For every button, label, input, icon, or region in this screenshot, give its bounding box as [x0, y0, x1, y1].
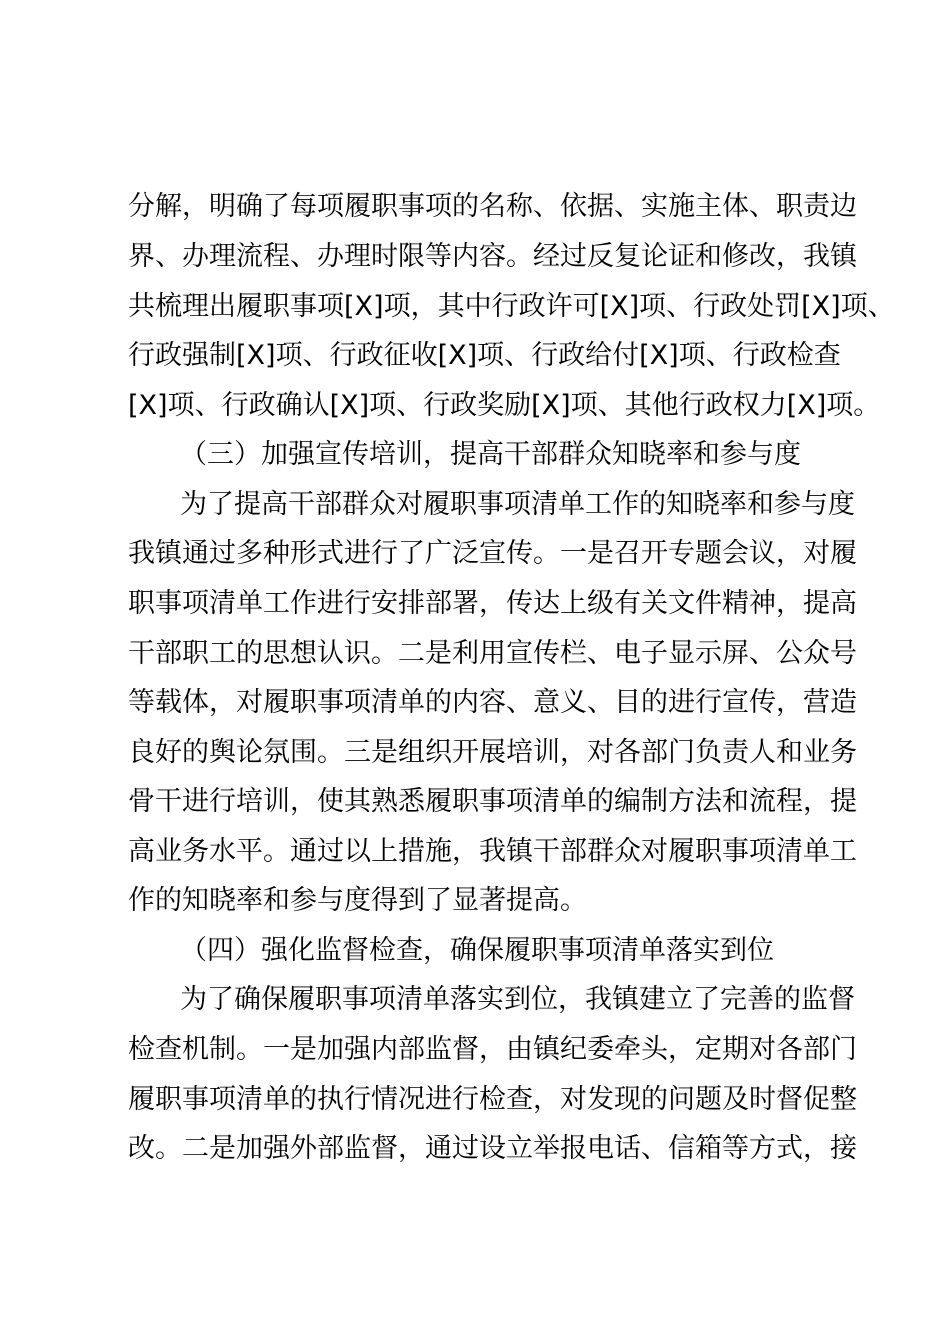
text-line: 共梳理出履职事项[X]项，其中行政许可[X]项、行政处罚[X]项、	[128, 291, 895, 322]
text-line: 为了提高干部群众对履职事项清单工作的知晓率和参与度	[180, 489, 855, 520]
section-heading: （四）强化监督检查，确保履职事项清单落实到位	[180, 935, 774, 966]
text-line: 骨干进行培训，使其熟悉履职事项清单的编制方法和流程，提	[128, 786, 857, 817]
text-line: 高业务水平。通过以上措施，我镇干部群众对履职事项清单工	[128, 836, 857, 867]
text-line: 干部职工的思想认识。二是利用宣传栏、电子显示屏、公众号	[128, 638, 857, 669]
text-line: 为了确保履职事项清单落实到位，我镇建立了完善的监督	[180, 984, 855, 1015]
text-line: [X]项、行政确认[X]项、行政奖励[X]项、其他行政权力[X]项。	[128, 390, 881, 421]
text-line: 履职事项清单的执行情况进行检查，对发现的问题及时督促整	[128, 1084, 857, 1115]
text-line: 作的知晓率和参与度得到了显著提高。	[128, 885, 587, 916]
text-line: 改。二是加强外部监督，通过设立举报电话、信箱等方式，接	[128, 1133, 857, 1164]
text-line: 等载体，对履职事项清单的内容、意义、目的进行宣传，营造	[128, 687, 857, 718]
text-line: 检查机制。一是加强内部监督，由镇纪委牵头，定期对各部门	[128, 1034, 857, 1065]
text-line: 职事项清单工作进行安排部署，传达上级有关文件精神，提高	[128, 588, 857, 619]
text-line: 分解，明确了每项履职事项的名称、依据、实施主体、职责边	[128, 191, 857, 222]
section-heading: （三）加强宣传培训，提高干部群众知晓率和参与度	[180, 439, 801, 470]
text-line: 我镇通过多种形式进行了广泛宣传。一是召开专题会议，对履	[128, 538, 857, 569]
text-line: 界、办理流程、办理时限等内容。经过反复论证和修改，我镇	[128, 241, 857, 272]
text-line: 良好的舆论氛围。三是组织开展培训，对各部门负责人和业务	[128, 737, 857, 768]
text-line: 行政强制[X]项、行政征收[X]项、行政给付[X]项、行政检查	[128, 340, 841, 371]
